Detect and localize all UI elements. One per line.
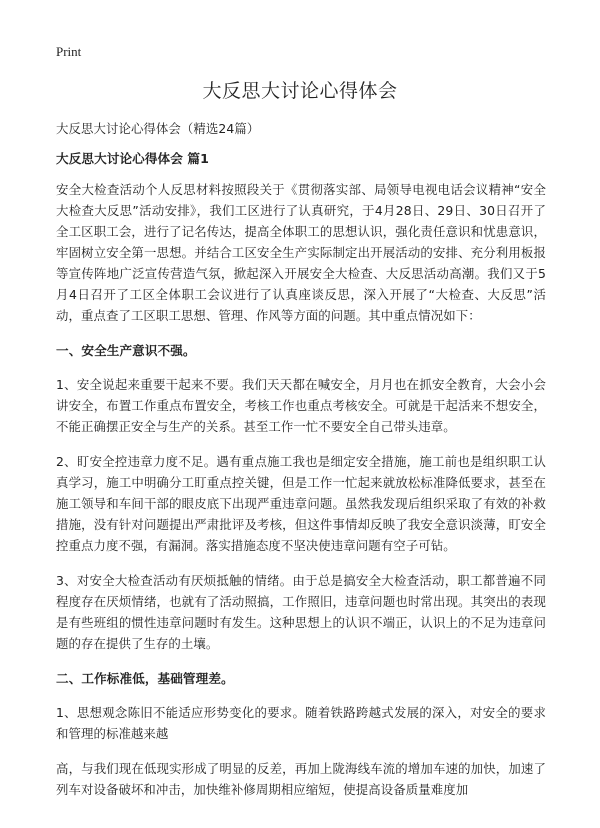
- paragraph: 2、盯安全控违章力度不足。遇有重点施工我也是细定安全措施，施工前也是组织职工认真学习，施工中明确分工盯重点控关键，但是工作一忙起来就放松标准降低要求，甚至在施工领导和车间干部的眼皮底下出现严重违章问题。虽然我发现后组织采取了有效的补救措施，没有针对问题提出严肃批评及考核，但这件事情却反映了我安全意识淡薄，盯安全控重点力度不强，有漏洞。落实措施态度不坚决使违章问题有空子可钻。: [56, 454, 546, 553]
- section-heading-2: 二、工作标准低，基础管理差。: [56, 671, 234, 686]
- document-subtitle: 大反思大讨论心得体会（精选24篇）: [56, 121, 260, 136]
- chapter-heading: 大反思大讨论心得体会 篇1: [56, 151, 209, 166]
- intro-paragraph: 安全大检查活动个人反思材料按照段关于《贯彻落实部、局领导电视电话会议精神“安全大检查大反思”活动安排》，我们工区进行了认真研究，于4月28日、29日、30日召开了全工区职工会，进行了记名传达，提高全体职工的思想认识，强化责任意识和忧患意识，牢固树立安全第一思想。并结合工区安全生产实际制定出开展活动的安排、充分利用板报等宣传阵地广泛宣传营造气氛，掀起深入开展安全大检查、大反思活动高潮。我们又于5月4日召开了工区全体职工会议进行了认真座谈反思，深入开展了“大检查、大反思”活动，重点查了工区职工思想、管理、作风等方面的问题。其中重点情况如下：: [56, 182, 546, 323]
- print-link[interactable]: Print: [56, 44, 82, 59]
- paragraph: 高，与我们现在低现实形成了明显的反差，再加上陇海线车流的增加车速的加快，加速了列车对设备破坏和冲击，加快维补修周期相应缩短，使提高设备质量难度加: [56, 761, 546, 797]
- paragraph: 3、对安全大检查活动有厌烦抵触的情绪。由于总是搞安全大检查活动，职工都普遍不同程度存在厌烦情绪，也就有了活动照搞，工作照旧，违章问题也时常出现。其突出的表现是有些班组的惯性违章问题时有发生。这种思想上的认识不端正，认识上的不足为违章问题的存在提供了生存的土壤。: [56, 573, 546, 651]
- paragraph: 1、思想观念陈旧不能适应形势变化的要求。随着铁路跨越式发展的深入，对安全的要求和管理的标准越来越: [56, 705, 546, 741]
- document-body: [56, 118, 546, 814]
- paragraph: 1、安全说起来重要干起来不要。我们天天都在喊安全，月月也在抓安全教育，大会小会讲安全，布置工作重点布置安全，考核工作也重点考核安全。可就是干起活来不想安全，不能正确摆正安全与生产的关系。甚至工作一忙不要安全自己带头违章。: [56, 377, 546, 434]
- section-heading-1: 一、安全生产意识不强。: [56, 343, 196, 358]
- document-title: 大反思大讨论心得体会: [202, 80, 398, 102]
